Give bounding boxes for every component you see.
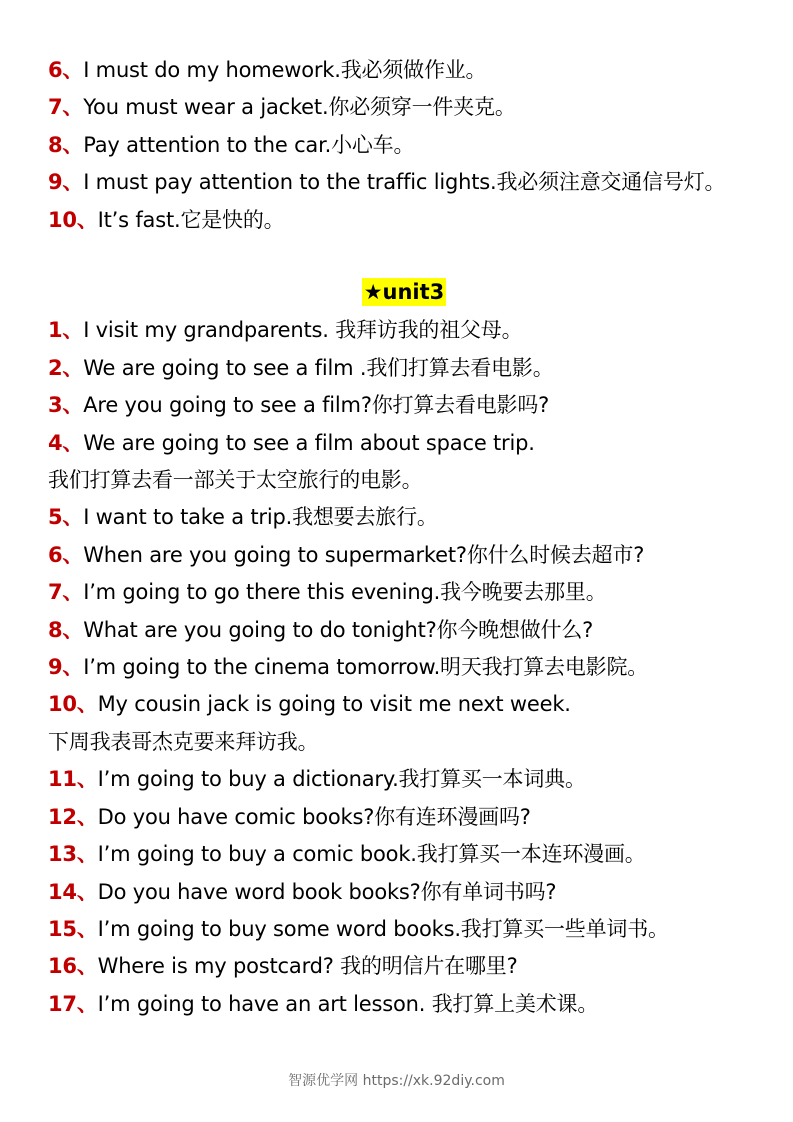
sentence-text: My cousin jack is going to visit me next week. (97, 692, 571, 717)
sentence-text: I must do my homework.我必须做作业。 (83, 58, 487, 82)
sentence-number: 2、 (48, 355, 84, 380)
sentence-number: 17、 (48, 991, 98, 1016)
sentence-text: When are you going to supermarket?你什么时候去超市? (83, 542, 645, 567)
sentence-line (48, 52, 760, 89)
document-content (48, 52, 760, 1023)
sentence-number: 6、 (48, 542, 84, 567)
sentence-text: I visit my grandparents. 我拜访我的祖父母。 (83, 318, 523, 343)
sentence-number: 13、 (48, 842, 98, 867)
sentence-line (48, 649, 760, 686)
section-previous-unit (48, 52, 760, 239)
sentence-text: I’m going to buy a dictionary.我打算买一本词典。 (97, 767, 586, 792)
sentence-number: 10、 (48, 692, 98, 717)
section-gap (48, 239, 760, 275)
sentence-text: We are going to see a film about space trip. (83, 430, 535, 455)
sentence-number: 7、 (48, 580, 84, 605)
sentence-line (48, 202, 760, 239)
sentence-text: I’m going to have an art lesson. 我打算上美术课。 (97, 991, 599, 1016)
sentence-line (48, 799, 760, 836)
section-unit3 (48, 312, 760, 1023)
sentence-line (48, 89, 760, 126)
sentence-number: 9、 (48, 170, 84, 195)
sentence-text: I’m going to buy some word books.我打算买一些单词书。 (97, 916, 669, 941)
sentence-text: I want to take a trip.我想要去旅行。 (83, 505, 438, 530)
sentence-number: 15、 (48, 916, 98, 941)
sentence-number: 6、 (48, 58, 84, 82)
sentence-number: 8、 (48, 132, 84, 157)
sentence-line (48, 164, 760, 201)
sentence-text: What are you going to do tonight?你今晚想做什么? (83, 617, 594, 642)
sentence-number: 9、 (48, 655, 84, 680)
sentence-text: You must wear a jacket.你必须穿一件夹克。 (83, 95, 516, 120)
sentence-text: I must pay attention to the traffic lights.我必须注意交通信号灯。 (83, 170, 726, 195)
sentence-line (48, 387, 760, 424)
sentence-line (48, 948, 760, 985)
sentence-line (48, 911, 760, 948)
sentence-line (48, 874, 760, 911)
sentence-number: 8、 (48, 617, 84, 642)
sentence-text: Pay attention to the car.小心车。 (83, 132, 415, 157)
sentence-line (48, 312, 760, 349)
sentence-line (48, 836, 760, 873)
sentence-number: 10、 (48, 207, 98, 232)
sentence-translation: 下周我表哥杰克要来拜访我。 (48, 729, 319, 754)
sentence-line (48, 537, 760, 574)
sentence-text: Where is my postcard? 我的明信片在哪里? (97, 954, 518, 979)
sentence-line (48, 499, 760, 536)
sentence-number: 4、 (48, 430, 84, 455)
sentence-text: It’s fast.它是快的。 (97, 207, 285, 232)
sentence-line (48, 350, 760, 387)
sentence-text: Are you going to see a film?你打算去看电影吗? (83, 393, 550, 418)
unit-heading-row (48, 275, 760, 312)
sentence-number: 7、 (48, 95, 84, 120)
unit-heading: ★unit3 (363, 280, 445, 305)
sentence-text: I’m going to go there this evening.我今晚要去那里。 (83, 580, 607, 605)
sentence-text: Do you have comic books?你有连环漫画吗? (97, 804, 531, 829)
sentence-number: 1、 (48, 318, 84, 343)
sentence-number: 5、 (48, 505, 84, 530)
sentence-number: 12、 (48, 804, 98, 829)
sentence-number: 16、 (48, 954, 98, 979)
sentence-number: 3、 (48, 393, 84, 418)
sentence-line (48, 425, 760, 462)
sentence-number: 14、 (48, 879, 98, 904)
sentence-line (48, 761, 760, 798)
sentence-line (48, 686, 760, 723)
sentence-line (48, 574, 760, 611)
sentence-translation-line (48, 724, 760, 761)
sentence-number: 11、 (48, 767, 98, 792)
sentence-text: I’m going to the cinema tomorrow.明天我打算去电影院。 (83, 655, 649, 680)
sentence-translation-line (48, 462, 760, 499)
sentence-line (48, 127, 760, 164)
sentence-text: We are going to see a film .我们打算去看电影。 (83, 355, 554, 380)
page-footer: 智源优学网 https://xk.92diy.com (288, 1073, 505, 1089)
sentence-translation: 我们打算去看一部关于太空旅行的电影。 (48, 468, 423, 493)
sentence-line (48, 612, 760, 649)
sentence-text: Do you have word book books?你有单词书吗? (97, 879, 557, 904)
sentence-line (48, 986, 760, 1023)
sentence-text: I’m going to buy a comic book.我打算买一本连环漫画。 (97, 842, 646, 867)
